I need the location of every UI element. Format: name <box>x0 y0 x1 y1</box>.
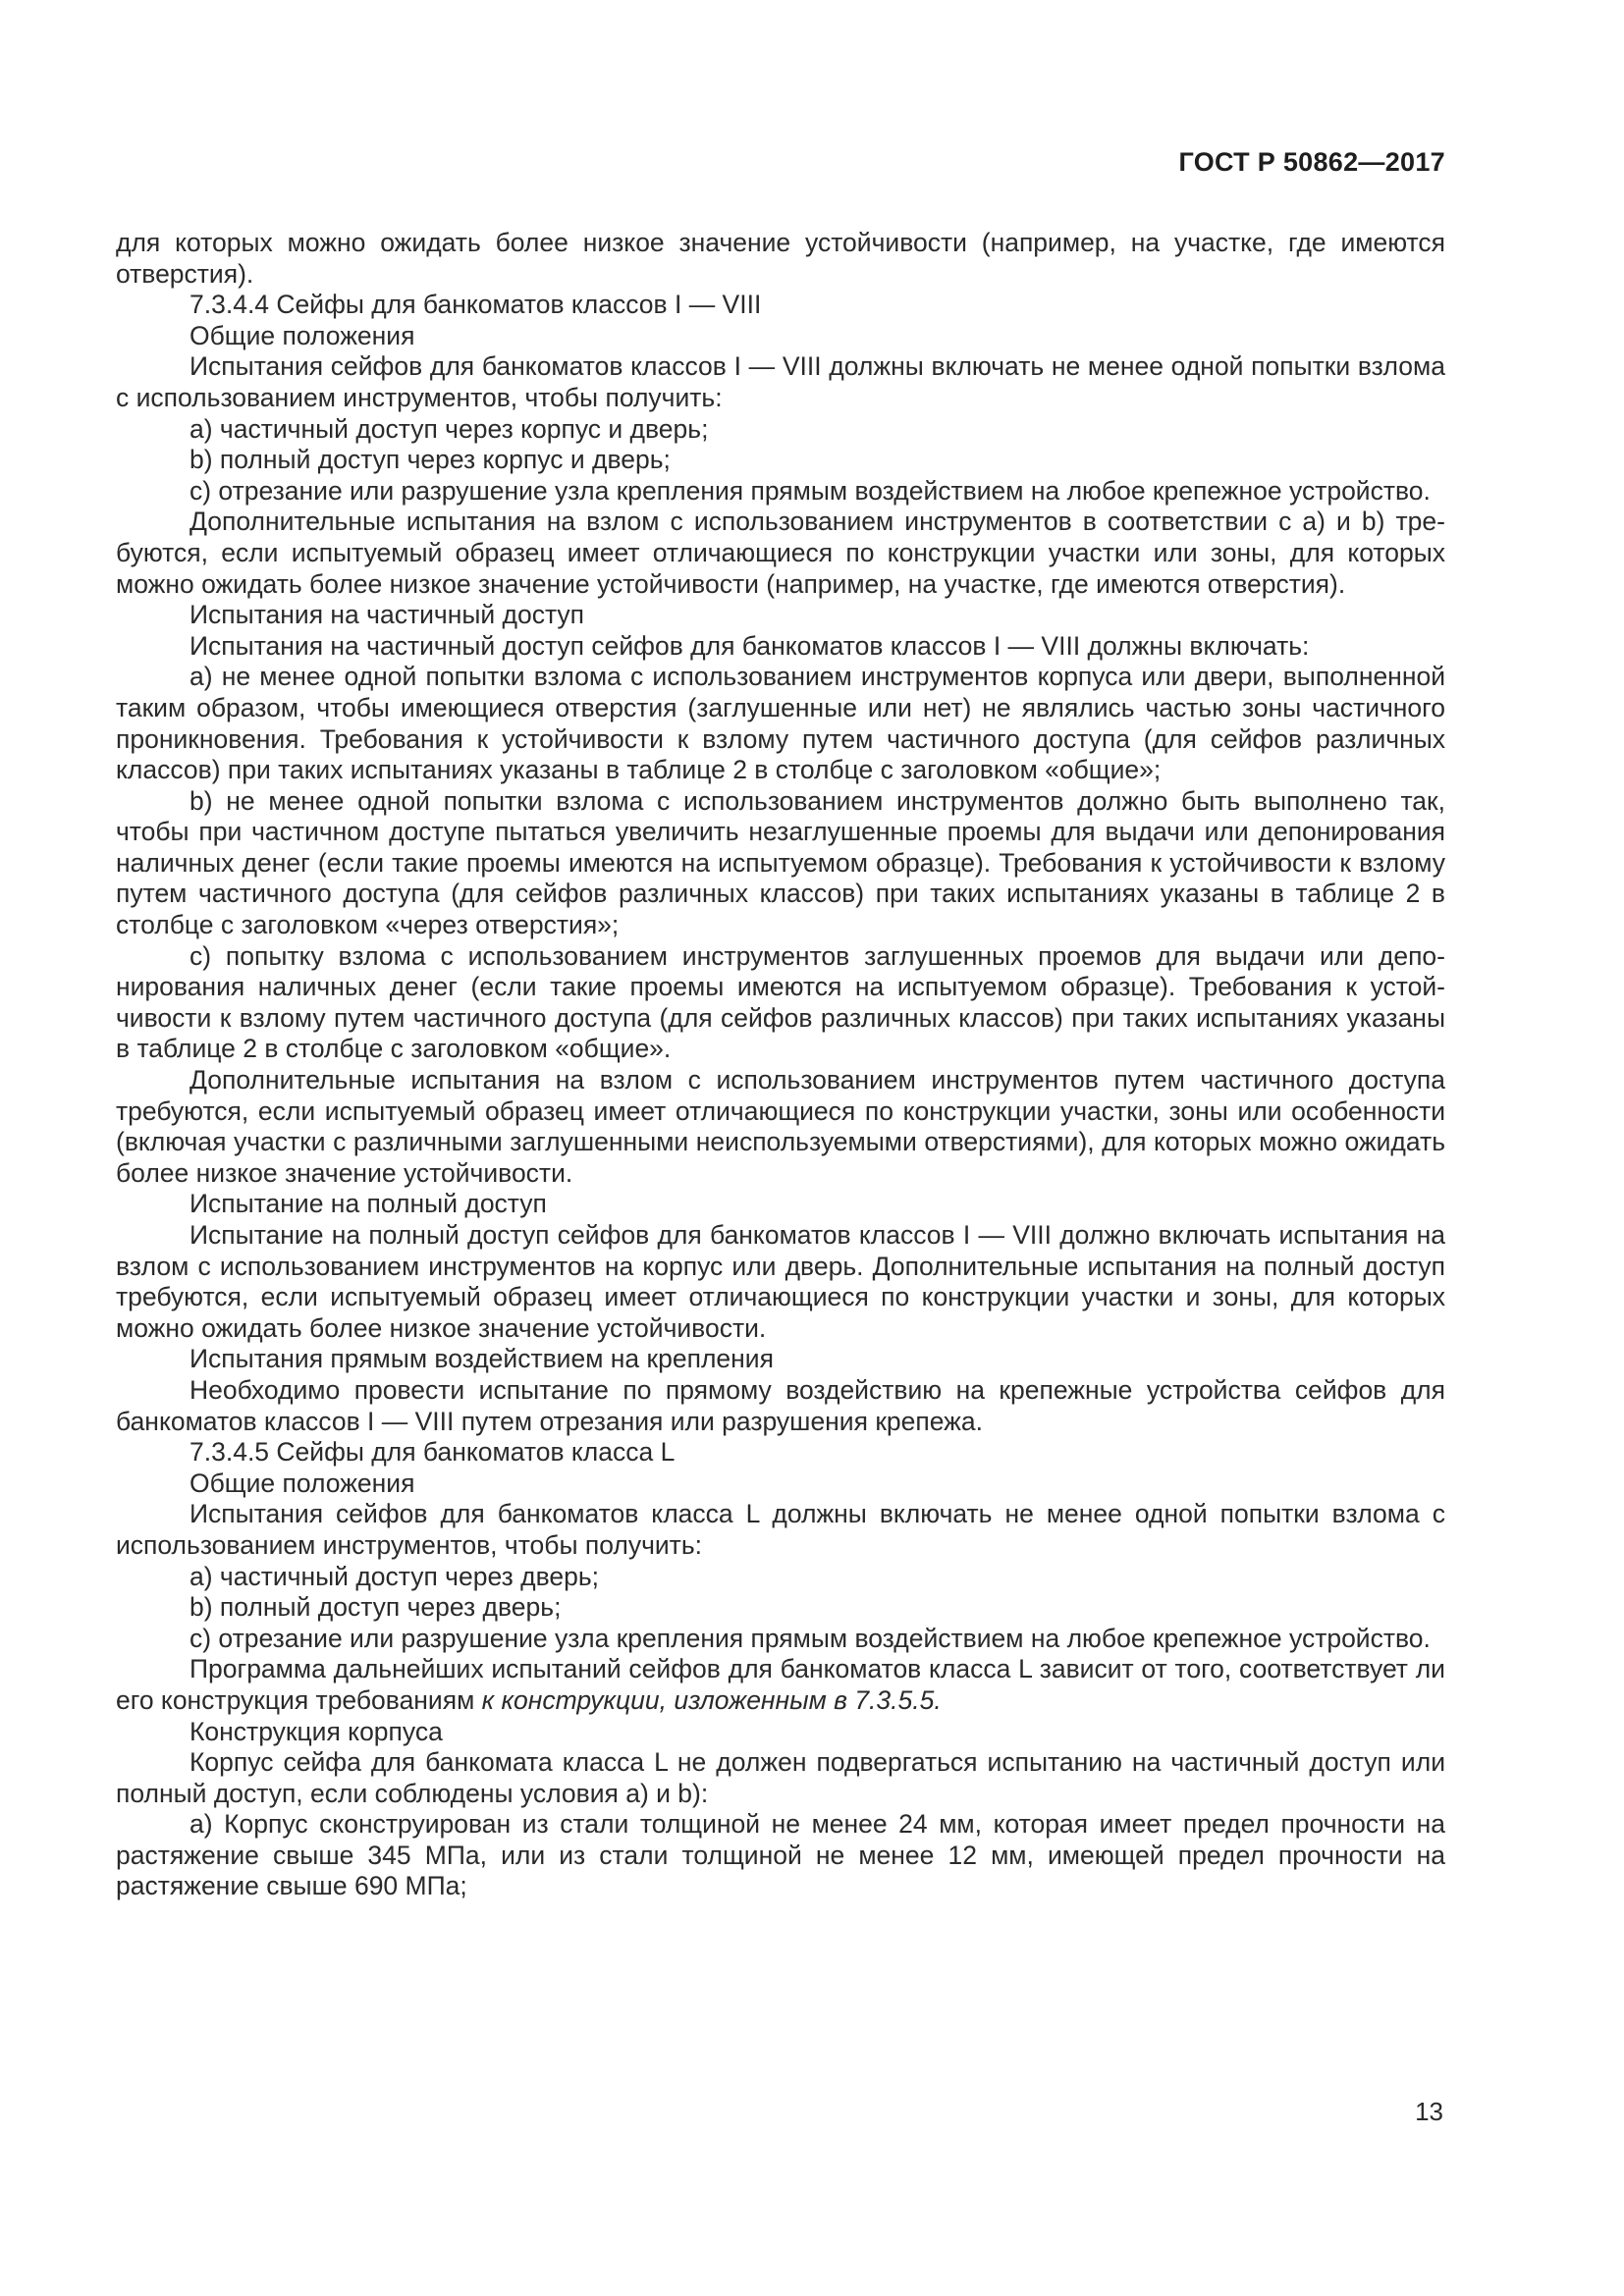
section-heading: Испытание на полный доступ <box>189 1189 547 1219</box>
paragraph-text: Программа дальнейших испытаний сейфов для банкоматов класса L зависит от того, соответствует ли его конструкция требованиям <box>116 1654 1445 1715</box>
document-header: ГОСТ Р 50862—2017 <box>1178 147 1445 177</box>
list-item: а) Корпус сконструирован из стали толщиной не менее 24 мм, которая имеет предел прочности на растяжение свыше 345 МПа, или из стали толщиной не менее 12 мм, имеющей предел прочности на растяжение свыше 690 МПа; <box>116 1809 1445 1901</box>
paragraph: Корпус сейфа для банкомата класса L не должен подвергаться испытанию на частичный доступ или полный доступ, если соблюдены условия а) и b): <box>116 1747 1445 1808</box>
paragraph: Испытания сейфов для банкоматов классов I — VIII должны включать не менее одной попытки взлома с использованием инструментов, чтобы получить: <box>116 351 1445 412</box>
paragraph: Испытания на частичный доступ сейфов для банкоматов классов I — VIII должны включать: <box>189 630 1310 661</box>
list-item: а) частичный доступ через корпус и дверь; <box>189 413 709 444</box>
list-item: а) не менее одной попытки взлома с использованием инструментов корпуса или двери, выполненной таким образом, чтобы имеющиеся отверстия (заглушенные или нет) не являлись частью зоны частичного проникновения. Требования к устойчивости к взлому путем частичного доступа (для сейфов различных классов) при таких испытаниях указаны в таблице 2 в столбце с заголовком «общие»; <box>116 662 1445 785</box>
section-heading: Испытания на частичный доступ <box>189 600 585 630</box>
paragraph: для которых можно ожидать более низкое значение устойчивости (например, на участке, где имеются отверстия). <box>116 228 1445 289</box>
list-item: b) полный доступ через корпус и дверь; <box>189 445 671 475</box>
page-number: 13 <box>1415 2097 1443 2126</box>
list-item: с) отрезание или разрушение узла крепления прямым воздействием на любое крепежное устройство. <box>189 475 1431 506</box>
paragraph: Дополнительные испытания на взлом с использованием инструментов в соответствии с а) и b) требуются, если испытуемый образец имеет отличающиеся по конструкции участки или зоны, для которых можно ожидать более низкое значение устойчивости (например, на участке, где имеются отверстия). <box>116 507 1445 599</box>
document-body <box>116 228 1445 1902</box>
section-heading: Общие положения <box>189 320 415 350</box>
list-item: b) полный доступ через дверь; <box>189 1592 562 1623</box>
clause-heading: 7.3.4.4 Сейфы для банкоматов классов I — VIII <box>189 290 762 320</box>
section-heading: Испытания прямым воздействием на крепления <box>189 1344 774 1374</box>
paragraph: Испытания сейфов для банкоматов класса L должны включать не менее одной попытки взлома с использованием инструментов, чтобы получить: <box>116 1499 1445 1560</box>
paragraph: Испытание на полный доступ сейфов для банкоматов классов I — VIII должно включать испытания на взлом с использованием инструментов на корпус или дверь. Дополнительные испытания на полный доступ требуются, если испытуемый образец имеет отличающиеся по конструкции участки и зоны, для которых можно ожидать более низкое значение устойчивости. <box>116 1220 1445 1343</box>
list-item: а) частичный доступ через дверь; <box>189 1561 599 1591</box>
italic-reference: к конструкции, изложенным в 7.3.5.5. <box>481 1684 942 1715</box>
list-item: с) попытку взлома с использованием инструментов заглушенных проемов для выдачи или депонирования наличных денег (если такие проемы имеются на испытуемом образце). Требования к устойчивости к взлому путем частичного доступа (для сейфов различных классов) при таких испытаниях указаны в таблице 2 в столбце с заголовком «общие». <box>116 940 1445 1064</box>
clause-heading: 7.3.4.5 Сейфы для банкоматов класса L <box>189 1437 676 1468</box>
paragraph: Необходимо провести испытание по прямому воздействию на крепежные устройства сейфов для банкоматов классов I — VIII путем отрезания или разрушения крепежа. <box>116 1374 1445 1436</box>
section-heading: Общие положения <box>189 1468 415 1498</box>
section-heading: Конструкция корпуса <box>189 1716 443 1746</box>
paragraph: Дополнительные испытания на взлом с использованием инструментов путем частичного доступа требуются, если испытуемый образец имеет отличающиеся по конструкции участки, зоны или особенности (включая участки с различными заглушенными неиспользуемыми отверстиями), для которых можно ожидать более низкое значение устойчивости. <box>116 1065 1445 1188</box>
list-item: с) отрезание или разрушение узла крепления прямым воздействием на любое крепежное устройство. <box>189 1623 1431 1653</box>
paragraph-with-reference <box>116 1654 1445 1716</box>
list-item: b) не менее одной попытки взлома с использованием инструментов должно быть выполнено так, чтобы при частичном доступе пытаться увеличить незаглушенные проемы для выдачи или депонирования наличных денег (если такие проемы имеются на испытуемом образце). Требования к устойчивости к взлому путем частичного доступа (для сейфов различных классов) при таких испытаниях указаны в таблице 2 в столбце с заголовком «через отверстия»; <box>116 785 1445 940</box>
